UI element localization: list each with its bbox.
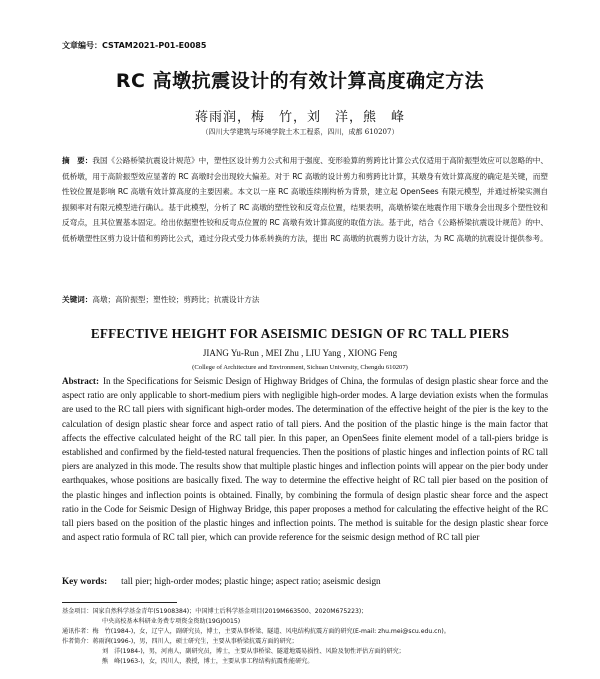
- article-number: 文章编号：CSTAM2021-P01-E0085: [62, 41, 207, 50]
- footnote-author-bio-xiong: 熊 峰(1963-)，女，四川人，教授，博士，主要从事工程结构抗震性能研究。: [102, 658, 314, 665]
- english-abstract: [62, 374, 548, 544]
- english-abstract-label: Abstract:: [62, 376, 99, 386]
- footnote-rule: [62, 602, 177, 603]
- footnote-author-bio-liu: 刘 洋(1984-)，男，河南人，副研究员，博士，主要从事桥梁、隧道地震易损性、风险及韧性评估方面的研究；: [102, 648, 405, 655]
- english-title: EFFECTIVE HEIGHT FOR ASEISMIC DESIGN OF RC TALL PIERS: [90, 326, 510, 341]
- english-affiliation: (College of Architecture and Environment, Sichuan University, Chengdu 610207): [192, 364, 408, 371]
- chinese-abstract: [62, 153, 548, 247]
- english-keywords-label: Key words:: [62, 576, 108, 586]
- footnote-author-bio: 作者简介：蒋雨润(1996-)，男，四川人，硕士研究生，主要从事桥梁抗震方面的研究；: [62, 638, 298, 645]
- chinese-abstract-label: 摘 要：: [62, 156, 93, 165]
- english-authors: JIANG Yu-Run , MEI Zhu , LIU Yang , XIONG Feng: [202, 348, 398, 358]
- chinese-authors: 蒋雨润，梅 竹，刘 洋，熊 峰: [194, 110, 405, 125]
- chinese-keywords-label: 关键词：: [62, 295, 93, 304]
- footnote-corresponding-author: 通讯作者：梅 竹(1984-)，女，辽宁人，副研究员，博士，主要从事桥梁、隧道、风电结构抗震方面的研究(E-mail: zhu.mei@scu.edu.cn)。: [62, 628, 450, 635]
- chinese-abstract-text: 我国《公路桥梁抗震设计规范》中，塑性区设计剪力公式和用于强度、变形验算的剪跨比计算公式仅适用于高阶振型效应可以忽略的中、低桥墩，用于高阶振型效应显著的 RC 高墩时会出现较大偏差。对于 RC 高墩的设计剪力和剪跨比计算，其墩身有效计算高度的确定是关键，而塑性铰位置是影响 RC 高墩有效计算高度的主要因素。本文以一座 RC 高墩连续刚构桥为背景，建立起 OpenSees 有限元模型，并通过桥梁实测自振频率对有限元模型进行确认。基于此模型，分析了 RC 高墩的塑性铰和反弯点位置，结果表明，高墩桥梁在地震作用下墩身会出现多个塑性铰和反弯点，且其位置基本固定。给出依据塑性铰和反弯点位置的 RC 高墩有效计算高度的取值方法。基于此，结合《公路桥梁抗震设计规范》的中、低桥墩塑性区剪力设计值和剪跨比公式，通过分段式受力体系转换的方法，提出 RC 高墩的抗震剪力设计方法，为 RC 高墩的抗震设计提供参考。: [62, 156, 548, 243]
- footnote-funding: 基金项目：国家自然科学基金青年(51908384)；中国博士后科学基金项目(2019M663500、2020M675223)；: [62, 608, 368, 615]
- english-keywords-text: tall pier; high-order modes; plastic hinge; aspect ratio; aseismic design: [121, 576, 381, 586]
- english-abstract-text: In the Specifications for Seismic Design of Highway Bridges of China, the formulas of design plastic shear force and the aspect ratio are only applicable to short-medium piers with negligible high-order modes. A large deviation exists when the formulas are used to the RC tall piers with significant high-order modes. The determination of the effective height of the pier is the key to the calculation of design plastic shear force and aspect ratio of tall piers. And the position of the plastic hinge is the main factor that affects the effective calculated height of the RC tall pier. In this paper, an OpenSees finite element model of a tall-piers bridge is established and confirmed by the field-tested natural frequencies. Then the positions of plastic hinges and inflection points of RC tall piers are analyzed in this mode. The results show that multiple plastic hinges and inflection points will appear on the pier body under earthquakes, whose positions are basically fixed. The way to determine the effective height of RC tall pier based on the position of the plastic hinges and inflection points is obtained. Finally, by combining the formula of design plastic shear force and the aspect ratio in the Code for Seismic Design of Highway Bridge, this paper proposes a method for calculating the effective height of the RC tall piers based on the position of the plastic hinges and inflection points. The method is suitable for the design plastic shear force and aspect ratio formula of RC tall pier, which can provide reference for the seismic design method of RC tall pier: [62, 376, 548, 543]
- chinese-affiliation: （四川大学建筑与环境学院土木工程系，四川，成都 610207）: [201, 128, 399, 136]
- chinese-title: RC 高墩抗震设计的有效计算高度确定方法: [115, 70, 485, 92]
- chinese-keywords: [62, 294, 548, 305]
- english-keywords: [62, 576, 548, 586]
- footnotes: [62, 607, 548, 667]
- chinese-keywords-text: 高墩；高阶振型；塑性铰；剪跨比；抗震设计方法: [92, 295, 260, 304]
- footnote-funding-cont: 中央高校基本科研业务费专项资金资助(19GJ0015): [102, 618, 241, 625]
